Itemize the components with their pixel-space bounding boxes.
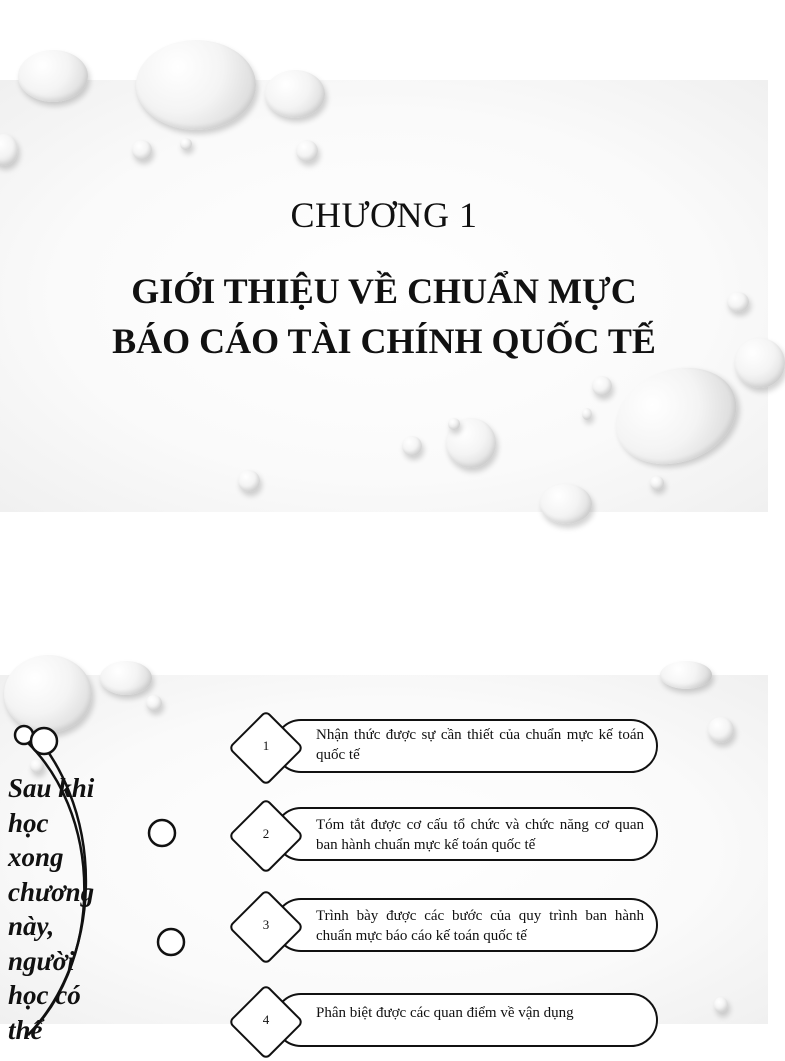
- intro-line: người: [8, 945, 75, 976]
- intro-line: học: [8, 807, 49, 838]
- water-drop: [714, 997, 728, 1013]
- objective-number: 1: [262, 738, 270, 753]
- water-drop: [708, 717, 734, 743]
- timeline-node: [31, 728, 57, 754]
- objective-item-1: [230, 711, 660, 787]
- objective-number: 2: [262, 826, 270, 841]
- intro-line: này,: [8, 911, 55, 941]
- objective-box: [274, 993, 658, 1047]
- water-drop: [180, 138, 192, 150]
- intro-line: thể: [8, 1014, 43, 1045]
- objectives-slide: [0, 675, 768, 1045]
- objective-text: Phân biệt được các quan điểm về vận dụng: [316, 1005, 574, 1021]
- water-drop: [448, 418, 460, 430]
- objective-box: [274, 719, 658, 773]
- water-drop: [136, 40, 256, 130]
- water-drop: [402, 436, 422, 456]
- water-drop: [602, 352, 750, 481]
- water-drop: [265, 70, 325, 118]
- timeline-node: [158, 929, 184, 955]
- water-drop: [650, 476, 664, 490]
- intro-line: Sau khi: [8, 773, 95, 803]
- title-slide: [0, 80, 768, 512]
- objective-item-4: [230, 985, 660, 1061]
- objective-text: Trình bày được các bước của quy trình ban hành chuẩn mực báo cáo kế toán quốc tế: [316, 908, 644, 944]
- objective-box: [274, 898, 658, 952]
- objective-box: [274, 807, 658, 861]
- objective-number: 4: [262, 1012, 270, 1027]
- water-drop: [238, 470, 260, 492]
- objective-number: 3: [262, 917, 270, 932]
- chapter-heading: CHƯƠNG 1: [290, 195, 478, 235]
- chapter-title-line-1: GIỚI THIỆU VỀ CHUẨN MỰC: [131, 271, 637, 311]
- chapter-title-line-2: BÁO CÁO TÀI CHÍNH QUỐC TẾ: [112, 321, 656, 361]
- water-drop: [296, 140, 318, 162]
- water-drop: [582, 408, 592, 420]
- objective-text: Tóm tắt được cơ cấu tổ chức và chức năng cơ quan ban hành chuẩn mực kế toán quốc tế: [316, 817, 644, 853]
- water-drop: [132, 140, 152, 160]
- water-drop: [592, 376, 612, 396]
- chapter-title: [0, 266, 768, 366]
- timeline-node: [149, 820, 175, 846]
- water-drop: [18, 50, 88, 102]
- intro-text: [8, 771, 118, 1047]
- intro-line: học có: [8, 980, 81, 1010]
- intro-line: xong: [8, 842, 64, 872]
- water-drop: [540, 484, 592, 524]
- objective-text: Nhận thức được sự cần thiết của chuẩn mực kế toán quốc tế: [316, 727, 644, 763]
- objective-item-2: [230, 799, 660, 875]
- water-drop: [0, 134, 18, 166]
- objective-item-3: [230, 890, 660, 966]
- water-drop: [660, 661, 712, 689]
- intro-line: chương: [8, 876, 95, 907]
